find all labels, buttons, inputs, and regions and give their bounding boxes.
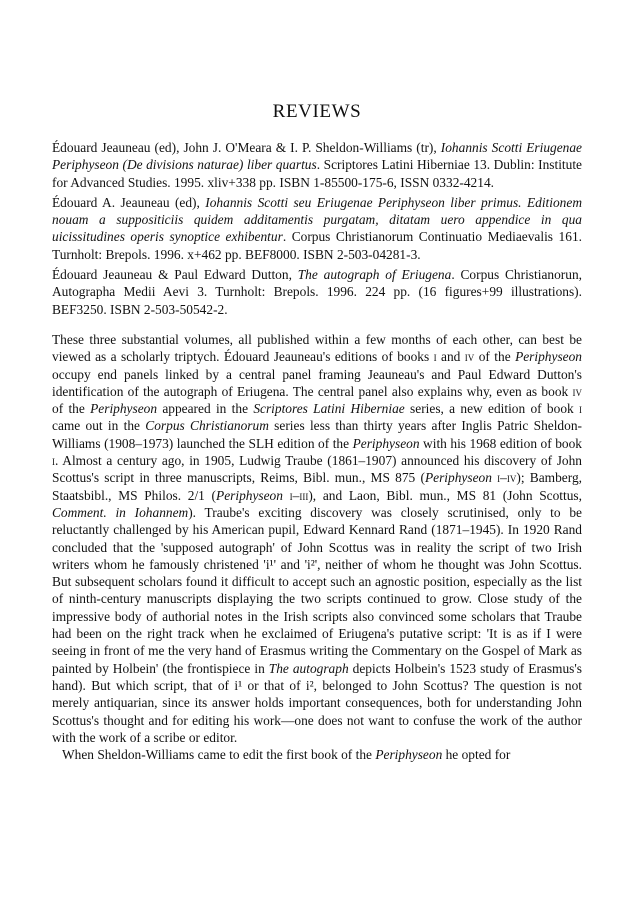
text-run: appeared in the [157, 401, 254, 417]
italic-title: The autograph [268, 660, 349, 676]
bibliographic-entry [52, 194, 582, 263]
italic-title: Periphyseon [424, 470, 492, 486]
review-body [52, 331, 582, 763]
entry-authors: Édouard Jeauneau (ed), John J. O'Meara & I. P. Sheldon-Williams (tr), [52, 140, 441, 155]
text-run: series, a new edition of book [404, 401, 580, 417]
book-number: i [433, 349, 437, 365]
entry-title: The autograph of Eriugena [297, 267, 452, 283]
page-heading: REVIEWS [272, 101, 362, 122]
italic-title: Periphyseon [515, 349, 582, 365]
text-run: These three substantial volumes, all published within a few months of each other, can best be viewed as a scholarly triptych. Édouard Jeauneau's editions of books [52, 331, 582, 365]
text-run: . Almost a century ago, in 1905, Ludwig Traube (1861–1907) announced his discovery of John Scottus's script in three manuscripts, Reims, Bibl. mun., MS 875 ( [52, 453, 582, 486]
text-run: of the [52, 401, 91, 417]
italic-title: Corpus Christianorum [145, 418, 269, 434]
text-run: ). Traube's exciting discovery was closely scrutinised, only to be reluctantly challenged by his American pupil, Edward Kennard Rand (1871–1945). In 1920 Rand concluded that the 'supposed autograph' of John Scottus was in reality the script of two Irish writers whom he famously christened 'i¹' and 'i²', neither of whom he thought was John Scottus. But subsequent scholars found it difficult to accept such an agnostic position, especially as the list of ninth-century manuscripts displaying the two scripts continued to grow. Close study of the impressive body of authorial notes in the Irish scripts also convinced some scholars that Traube had been on the right track when he exclaimed of Eriugena's putative script: 'It is as if I were seeing in front of me the very hand of Erasmus writing the Commentary on the Gospel of Mark as painted by Holbein' (the frontispiece in [52, 504, 582, 676]
bibliographic-entry [52, 266, 582, 318]
body-paragraph [52, 746, 582, 763]
entry-title: Iohannis Scotti seu Eriugenae Periphyseon liber primus. Editionem nouam a suppositiciis quidem additamentis purgatam, ditatam uero appendice in qua uicissitudines operis synoptice exhibentur [52, 194, 582, 245]
text-run: ), and Laon, Bibl. mun., MS 81 (John Scottus, [308, 487, 582, 503]
text-run: ); Bamberg, Staatsbibl., MS Philos. 2/1 ( [52, 470, 582, 503]
text-run: with his 1968 edition of book [419, 435, 582, 451]
entry-details: . Scriptores Latini Hiberniae 13. Dublin: Institute for Advanced Studies. 1995. xliv+338 pp. ISBN 1-85500-175-6, ISSN 0332-4214. [52, 157, 582, 190]
entry-details: . Corpus Christianorun, Autographa Medii Aevi 3. Turnholt: Brepols. 1996. 224 pp. (16 figures+99 illustrations). BEF3250. ISBN 2-503-50542-2. [52, 267, 582, 317]
book-number: i [52, 453, 55, 469]
text-run: and [436, 349, 465, 365]
entry-authors: Édouard A. Jeauneau (ed), [52, 194, 206, 210]
review-page [52, 0, 582, 763]
text-run: of the [474, 349, 516, 365]
text-run: series less than thirty years after Inglis Patric Sheldon-Williams (1908–1973) launched the SLH edition of the [52, 418, 582, 451]
text-run: came out in the [52, 418, 146, 434]
entry-authors: Édouard Jeauneau & Paul Edward Dutton, [52, 267, 298, 283]
italic-title: Periphyseon [216, 487, 283, 503]
body-paragraph [52, 331, 582, 746]
italic-title: Comment. in Iohannem [52, 504, 189, 520]
book-number: i [579, 401, 583, 417]
text-run: When Sheldon-Williams came to edit the first book of the [62, 747, 376, 763]
italic-title: Periphyseon [375, 747, 443, 763]
italic-title: Periphyseon [352, 435, 420, 451]
bibliographic-entries [52, 139, 582, 318]
text-run: occupy end panels linked by a central panel framing Jeauneau's and Paul Edward Dutton's identification of the autograph of Eriugena. The central panel also explains why, even as book [52, 366, 582, 399]
entry-details: . Corpus Christianorum Continuatio Mediaevalis 161. Turnholt: Brepols. 1996. x+462 pp. BEF8000. ISBN 2-503-04281-3. [52, 229, 582, 262]
italic-title: Periphyseon [90, 401, 158, 417]
book-number: i–iv [497, 470, 517, 486]
entry-title: Iohannis Scotti Eriugenae Periphyseon (De divisions naturae) liber quartus [52, 140, 582, 173]
book-number: iv [464, 349, 475, 365]
text-run: depicts Holbein's 1523 study of Erasmus's hand). But which script, that of i¹ or that of i², belonged to John Scottus? The question is not merely antiquarian, since its answer holds important consequences, both for understanding John Scottus's thought and for editing his work—one does not want to confuse the work of the author with the work of a scribe or editor. [52, 660, 583, 745]
book-number: iv [572, 383, 582, 399]
text-run: he opted for [442, 747, 511, 763]
book-number: i–iii [289, 487, 309, 503]
italic-title: Scriptores Latini Hiberniae [253, 401, 405, 417]
bibliographic-entry [52, 139, 582, 191]
